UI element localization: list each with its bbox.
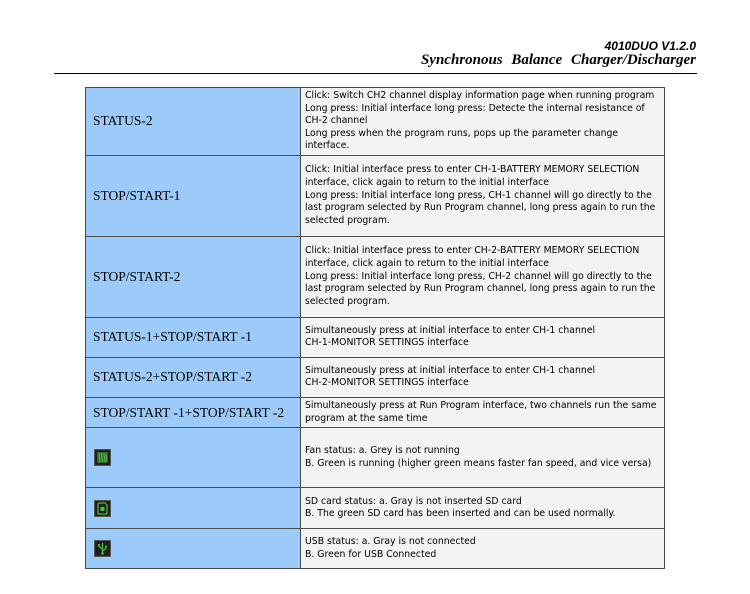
description-line: Long press: Initial interface long press: Detecte the internal resistance of CH-2 channel [305, 102, 645, 127]
description-line: Simultaneously press at initial interface to enter CH-1 channel [305, 324, 596, 336]
button-key-label: STOP/START-2 [86, 236, 301, 317]
button-description [301, 88, 665, 156]
button-description [301, 155, 665, 236]
table-row [86, 155, 665, 236]
description-line: B. The green SD card has been inserted and can be used normally. [305, 508, 616, 520]
description-line: Click: Initial interface press to enter CH-2-BATTERY MEMORY SELECTION interface, click again to return to the initial interface [305, 245, 640, 270]
button-description [301, 317, 665, 357]
button-function-table [85, 87, 665, 569]
button-key-label: STOP/START -1+STOP/START -2 [86, 397, 301, 427]
button-key-label: STATUS-2+STOP/START -2 [86, 357, 301, 397]
document-title: Synchronous Balance Charger/Discharger [420, 52, 696, 68]
button-description [301, 236, 665, 317]
description-line: Long press: Initial interface long press, CH-1 channel will go directly to the last program selected by Run Program channel, long press again to run the selected program. [305, 189, 656, 226]
button-key-label: STOP/START-1 [86, 155, 301, 236]
header-divider [54, 73, 697, 74]
description-line: SD card status: a. Gray is not inserted SD card [305, 495, 522, 507]
table-row [86, 488, 665, 529]
button-description [301, 357, 665, 397]
button-key-label: STATUS-1+STOP/START -1 [86, 317, 301, 357]
button-description [301, 397, 665, 427]
description-line: B. Green for USB Connected [305, 548, 437, 560]
description-line: Simultaneously press at initial interface to enter CH-1 channel [305, 364, 596, 376]
table-row [86, 397, 665, 427]
description-line: CH-2-MONITOR SETTINGS interface [305, 377, 469, 389]
icon-description [301, 529, 665, 569]
icon-description [301, 428, 665, 488]
description-line: Click: Switch CH2 channel display information page when running program [305, 90, 655, 101]
table-row [86, 529, 665, 569]
button-key-label: STATUS-2 [86, 88, 301, 156]
icon-cell [86, 488, 301, 529]
table-row [86, 428, 665, 488]
description-line: B. Green is running (higher green means faster fan speed, and vice versa) [305, 457, 652, 469]
table-row [86, 357, 665, 397]
fan-icon [94, 449, 111, 466]
usb-icon [94, 540, 111, 557]
model-version: 4010DUO V1.2.0 [604, 39, 696, 53]
icon-description [301, 488, 665, 529]
table-row [86, 236, 665, 317]
description-line: Click: Initial interface press to enter CH-1-BATTERY MEMORY SELECTION interface, click again to return to the initial interface [305, 164, 640, 189]
description-line: Long press when the program runs, pops up the parameter change interface. [305, 127, 619, 152]
table-row [86, 88, 665, 156]
sd-card-icon [94, 500, 111, 517]
description-line: CH-1-MONITOR SETTINGS interface [305, 337, 469, 349]
description-line: Simultaneously press at Run Program interface, two channels run the same program at the same time [305, 399, 657, 424]
description-line: USB status: a. Gray is not connected [305, 536, 476, 548]
table-row [86, 317, 665, 357]
description-line: Long press: Initial interface long press, CH-2 channel will go directly to the last program selected by Run Program channel, long press again to run the selected program. [305, 270, 656, 307]
icon-cell [86, 529, 301, 569]
icon-cell [86, 428, 301, 488]
description-line: Fan status: a. Grey is not running [305, 445, 460, 457]
